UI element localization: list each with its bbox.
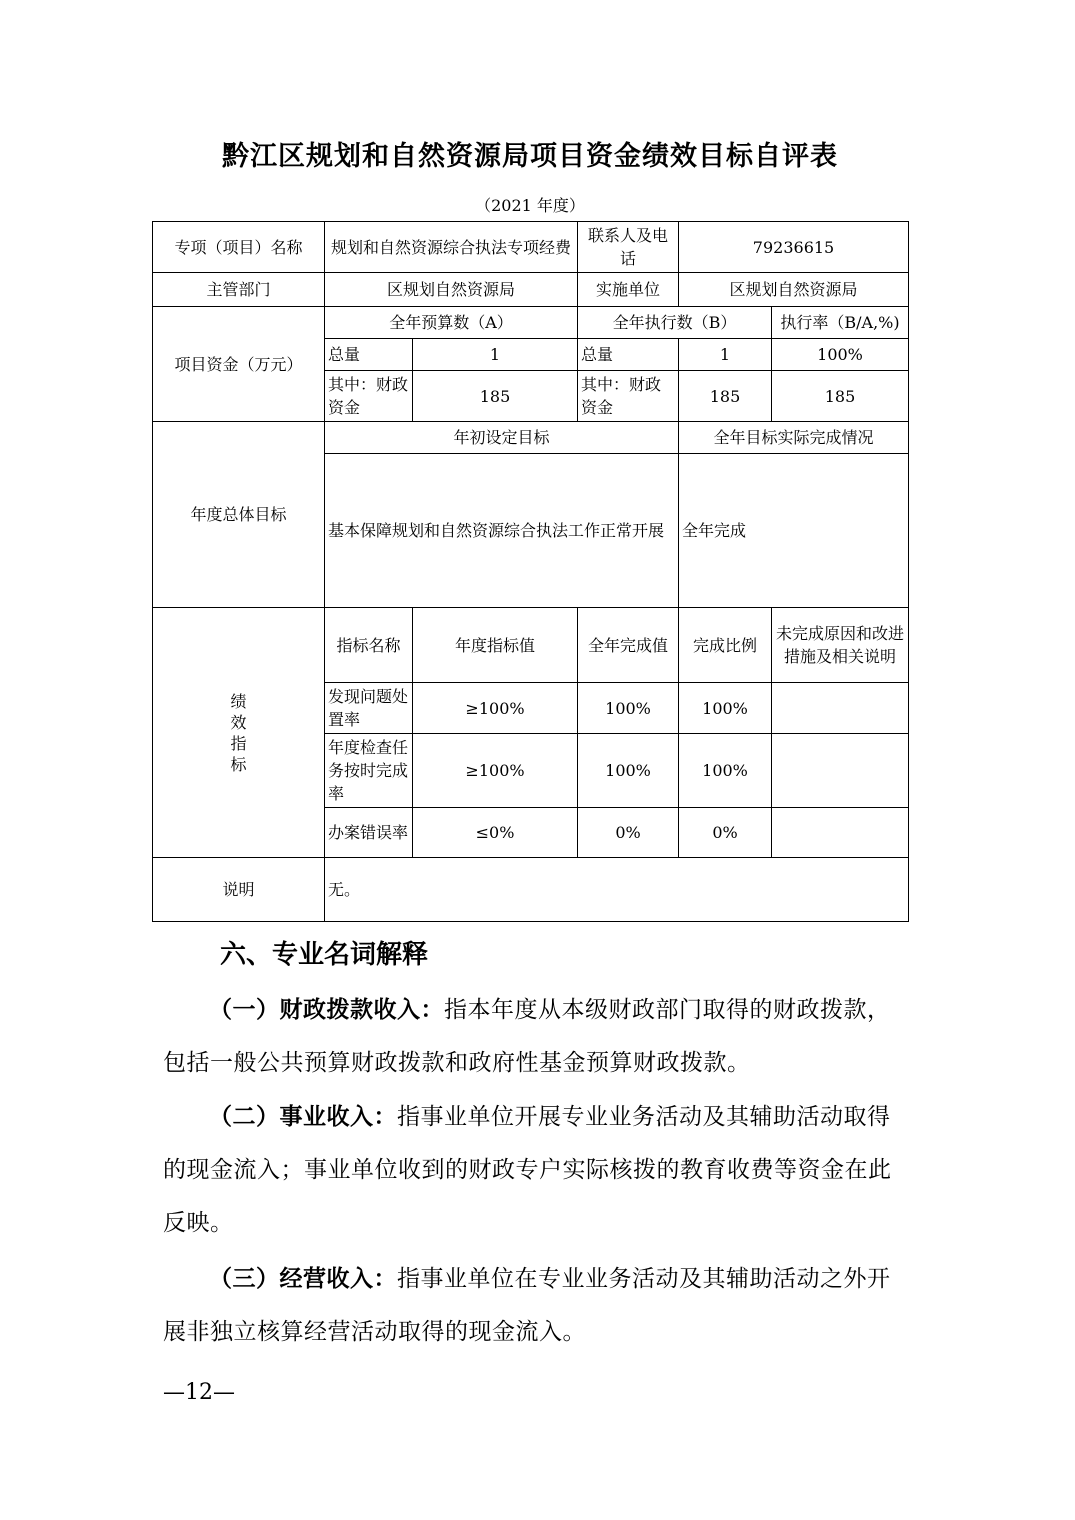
section-heading: 六、专业名词解释 [220, 940, 429, 970]
dept-label: 主管部门 [153, 273, 325, 307]
fiscal-value-a: 185 [413, 371, 578, 422]
indicator-label [153, 608, 325, 858]
ind-header-actual: 全年完成值 [578, 608, 679, 683]
ind-ratio: 100% [679, 683, 772, 734]
goal-actual-header: 全年目标实际完成情况 [679, 422, 909, 454]
rate-header: 执行率（B/A,%) [772, 307, 909, 339]
term-paragraph [163, 1091, 913, 1250]
page-number: —12— [163, 1380, 235, 1405]
term-text: 指本年度从本级财政部门取得的财政拨款，包括一般公共预算财政拨款和政府性基金预算财政拨款。 [163, 997, 891, 1076]
term-label: （三）经营收入： [209, 1266, 397, 1292]
ind-actual: 100% [578, 734, 679, 808]
fiscal-label-a: 其中：财政资金 [325, 371, 413, 422]
total-rate: 100% [772, 339, 909, 371]
fiscal-rate: 185 [772, 371, 909, 422]
ind-name: 发现问题处置率 [325, 683, 413, 734]
term-label: （二）事业收入： [209, 1104, 397, 1130]
impl-value: 区规划自然资源局 [679, 273, 909, 307]
goal-label: 年度总体目标 [153, 422, 325, 608]
term-text: 指事业单位在专业业务活动及其辅助活动之外开展非独立核算经营活动取得的现金流入。 [163, 1266, 891, 1345]
project-name-value: 规划和自然资源综合执法专项经费 [325, 222, 578, 273]
fiscal-value-b: 185 [679, 371, 772, 422]
ind-header-ratio: 完成比例 [679, 608, 772, 683]
ind-note [772, 734, 909, 808]
performance-table [152, 221, 909, 922]
impl-label: 实施单位 [578, 273, 679, 307]
ind-header-target: 年度指标值 [413, 608, 578, 683]
ind-target: ≥100% [413, 683, 578, 734]
term-label: （一）财政拨款收入： [209, 997, 444, 1023]
goal-set-header: 年初设定目标 [325, 422, 679, 454]
ind-actual: 100% [578, 683, 679, 734]
document-title: 黔江区规划和自然资源局项目资金绩效目标自评表 [222, 141, 838, 172]
term-paragraph [163, 984, 913, 1090]
ind-ratio: 0% [679, 808, 772, 858]
exec-header: 全年执行数（B） [578, 307, 772, 339]
fund-label: 项目资金（万元） [153, 307, 325, 422]
contact-label: 联系人及电话 [578, 222, 679, 273]
ind-name: 年度检查任务按时完成率 [325, 734, 413, 808]
ind-note [772, 683, 909, 734]
goal-set-value: 基本保障规划和自然资源综合执法工作正常开展 [325, 454, 679, 608]
term-paragraph [163, 1253, 913, 1359]
note-value: 无。 [325, 858, 909, 922]
ind-target: ≥100% [413, 734, 578, 808]
fiscal-label-b: 其中：财政资金 [578, 371, 679, 422]
document-year: （2021 年度） [475, 196, 585, 215]
total-label-a: 总量 [325, 339, 413, 371]
ind-header-note: 未完成原因和改进措施及相关说明 [772, 608, 909, 683]
budget-header: 全年预算数（A） [325, 307, 578, 339]
contact-value: 79236615 [679, 222, 909, 273]
total-value-b: 1 [679, 339, 772, 371]
ind-header-name: 指标名称 [325, 608, 413, 683]
term-text: 指事业单位开展专业业务活动及其辅助活动取得的现金流入；事业单位收到的财政专户实际核拨的教育收费等资金在此反映。 [163, 1104, 892, 1236]
ind-ratio: 100% [679, 734, 772, 808]
total-label-b: 总量 [578, 339, 679, 371]
total-value-a: 1 [413, 339, 578, 371]
indicator-label-text: 绩效指标 [230, 691, 247, 774]
ind-name: 办案错误率 [325, 808, 413, 858]
note-label: 说明 [153, 858, 325, 922]
ind-target: ≤0% [413, 808, 578, 858]
goal-actual-value: 全年完成 [679, 454, 909, 608]
project-name-label: 专项（项目）名称 [153, 222, 325, 273]
ind-note [772, 808, 909, 858]
dept-value: 区规划自然资源局 [325, 273, 578, 307]
ind-actual: 0% [578, 808, 679, 858]
